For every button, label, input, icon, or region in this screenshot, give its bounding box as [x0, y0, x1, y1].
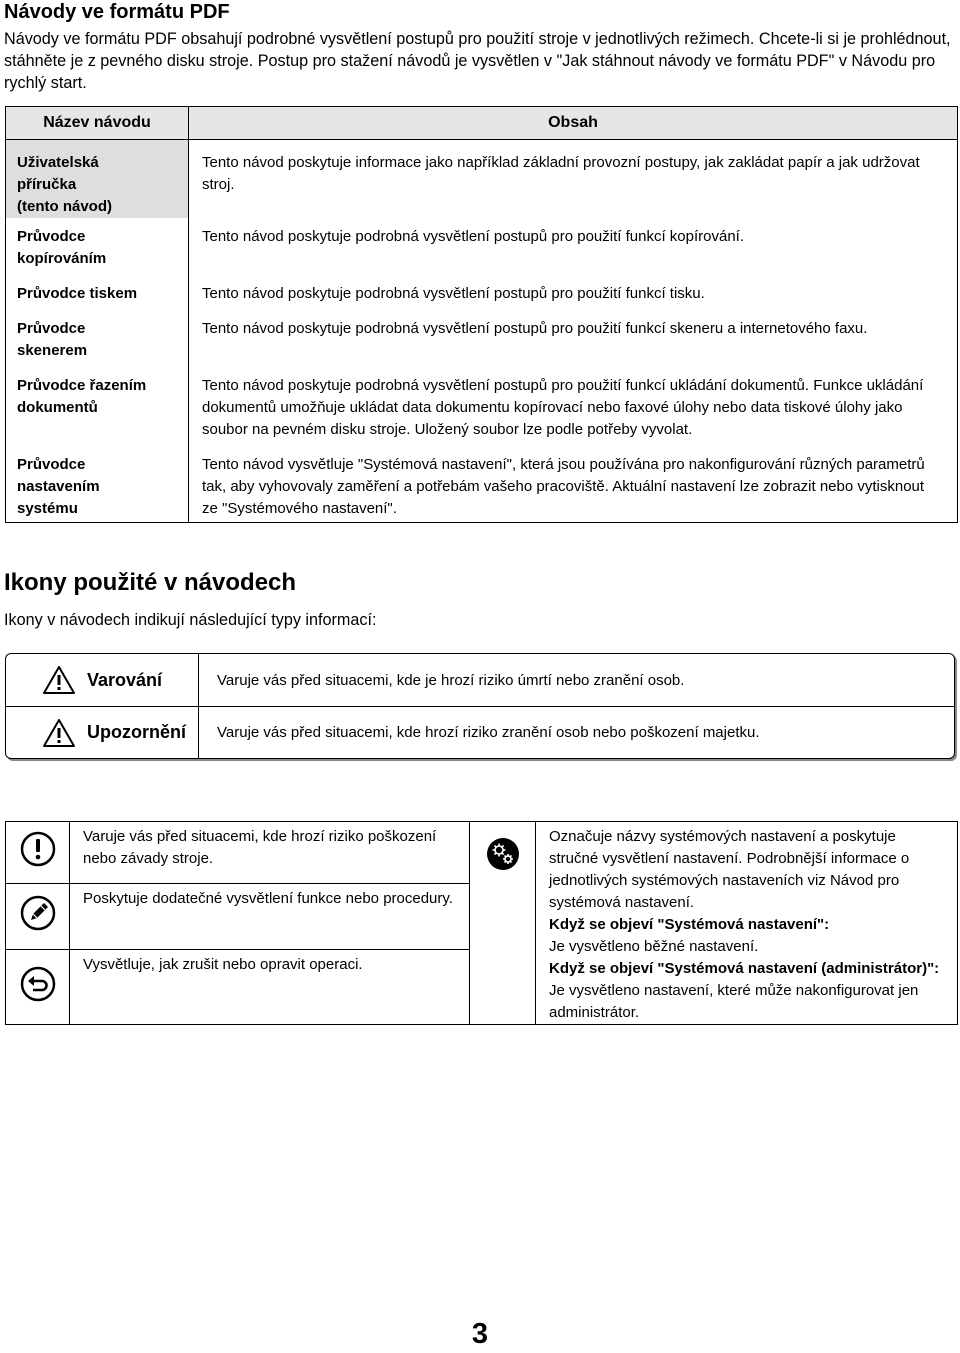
caution-label: Upozornění: [87, 722, 186, 742]
guide-name: Průvodce tiskem: [6, 275, 189, 310]
guide-description: Tento návod poskytuje podrobná vysvětlení postupů pro použití funkcí ukládání dokumentů. Funkce ukládání dokumentů umožňuje ukládat data dokumentu kopírovací nebo faxové úlohy nebo data tiskové úlohy jako soubor na pevném disku stroje. Uložený soubor lze podle potřeby vyvolat.: [189, 367, 958, 446]
warning-row: [6, 654, 954, 707]
warning-text: Varuje vás před situacemi, kde je hrozí riziko úmrtí nebo zranění osob.: [217, 671, 685, 689]
section-title-pdf-manuals: Návody ve formátu PDF: [4, 1, 230, 23]
guide-description: Tento návod poskytuje podrobná vysvětlení postupů pro použití funkcí kopírování.: [189, 218, 958, 275]
column-header-name: Název návodu: [6, 107, 189, 140]
table-row: [6, 310, 958, 367]
guide-description: Tento návod vysvětluje "Systémová nastavení", která jsou používána pro nakonfigurování různých parametrů tak, aby vyhovovaly zaměření a potřebám vašeho pracoviště. Aktuální nastavení lze zobrazit nebo vytisknout ze "Systémového nastavení".: [189, 446, 958, 523]
section-title-icons: Ikony použité v návodech: [4, 569, 297, 596]
guides-table-header: [6, 107, 958, 140]
table-row: [6, 140, 958, 219]
exclamation-circle-icon: [20, 831, 56, 867]
guide-name: Průvodce skenerem: [6, 310, 189, 367]
table-row: [6, 275, 958, 310]
table-row: [6, 822, 958, 884]
caution-text: Varuje vás před situacemi, kde hrozí riziko zranění osob nebo poškození majetku.: [217, 724, 760, 741]
guide-description: Tento návod poskytuje podrobná vysvětlení postupů pro použití funkcí skeneru a internetového faxu.: [189, 310, 958, 367]
guide-description: Tento návod poskytuje informace jako například základní provozní postupy, jak zakládat papír a jak udržovat stroj.: [189, 140, 958, 219]
warning-levels-box: [5, 653, 955, 759]
settings-gears-icon: [486, 837, 520, 871]
caution-row: [6, 707, 954, 758]
guide-name: Průvodce kopírováním: [6, 218, 189, 275]
warning-triangle-icon: [42, 718, 76, 748]
guide-name: Uživatelská příručka (tento návod): [6, 140, 189, 219]
section-subtitle: Ikony v návodech indikují následující typy informací:: [4, 611, 377, 629]
table-row: [6, 367, 958, 446]
page-number: 3: [471, 1318, 489, 1350]
warning-triangle-icon: [42, 665, 76, 695]
pencil-note-icon: [20, 895, 56, 931]
system-settings-description: Označuje názvy systémových nastavení a poskytuje stručné vysvětlení nastavení. Podrobnější informace o jednotlivých systémových nastaveních viz Návod pro systémová nastavení. Když se objeví "Systémová nastavení": Je vysvětleno běžné nastavení. Když se objeví "Systémová nastavení (administrátor)": Je vysvětleno nastavení, které může nakonfigurovat jen administrátor.: [536, 822, 958, 1025]
undo-arrow-icon: [20, 966, 56, 1002]
icon-description: Vysvětluje, jak zrušit nebo opravit operaci.: [70, 950, 470, 1025]
guide-name: Průvodce řazením dokumentů: [6, 367, 189, 446]
icon-description: Poskytuje dodatečné vysvětlení funkce nebo procedury.: [70, 884, 470, 950]
icon-description: Varuje vás před situacemi, kde hrozí riziko poškození nebo závady stroje.: [70, 822, 470, 884]
column-header-contents: Obsah: [189, 107, 958, 140]
section-intro: Návody ve formátu PDF obsahují podrobné vysvětlení postupů pro použití stroje v jednotlivých režimech. Chcete-li si je prohlédnout, stáhněte je z pevného disku stroje. Postup pro stažení návodů je vysvětlen v "Jak stáhnout návody ve formátu PDF" v Návodu pro rychlý start.: [4, 30, 951, 92]
warning-label: Varování: [87, 669, 163, 690]
guides-table: [5, 106, 958, 523]
guide-name: Průvodce nastavením systému: [6, 446, 189, 523]
table-row: [6, 218, 958, 275]
icons-table: [5, 821, 958, 1025]
guide-description: Tento návod poskytuje podrobná vysvětlení postupů pro použití funkcí tisku.: [189, 275, 958, 310]
table-row: [6, 446, 958, 523]
